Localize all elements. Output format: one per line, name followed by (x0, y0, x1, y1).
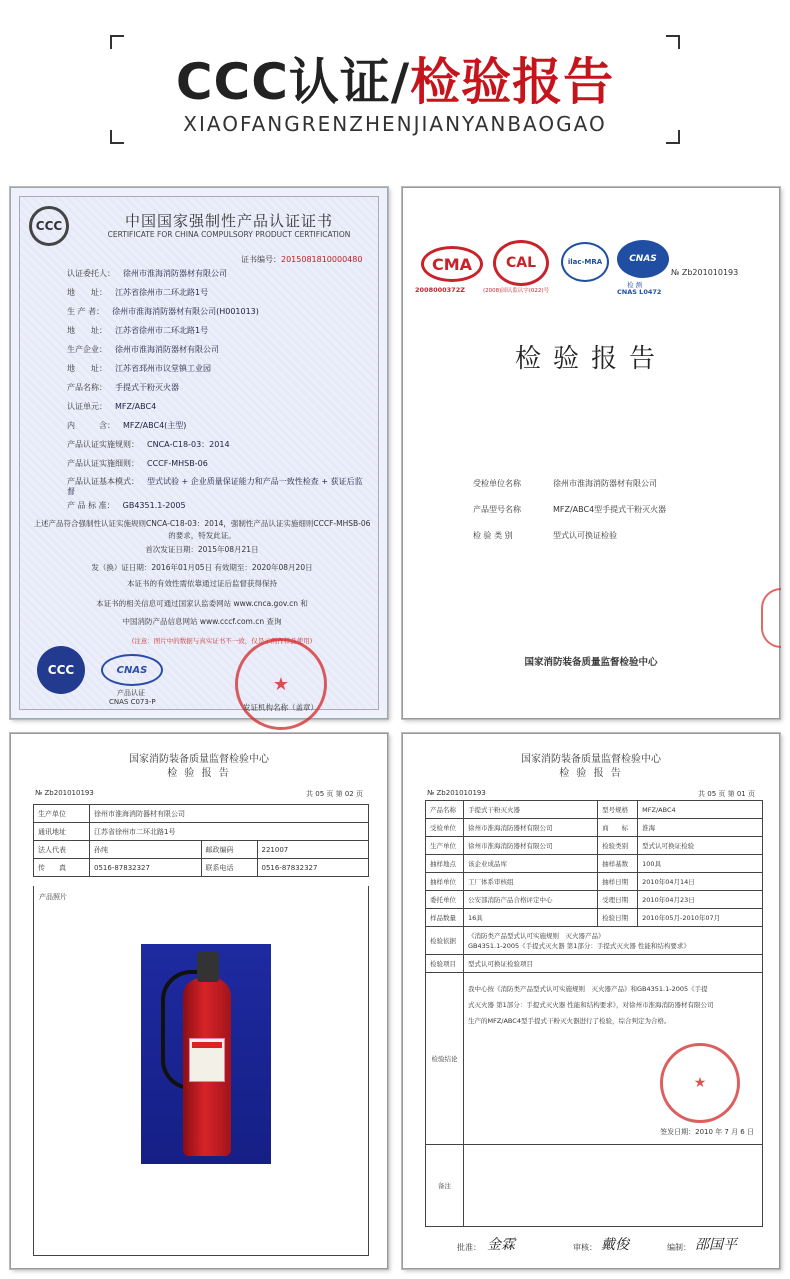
table-cell: 手提式干粉灭火器 (464, 801, 598, 819)
page-header (0, 0, 790, 170)
field-label: 生 产 者： (67, 307, 105, 316)
cal-caption: (2008)国认监认字(022)号 (483, 288, 550, 294)
field-label: 产品认证基本模式： (67, 477, 139, 486)
ccc-certificate (10, 187, 388, 719)
table-cell: 0516-87832327 (90, 859, 202, 877)
conclusion-line-3: 生产的MFZ/ABC4型手提式干粉灭火器进行了检验，综合判定为合格。 (468, 1017, 671, 1025)
cert-field (67, 401, 156, 412)
field-value: 徐州市淮海消防器材有限公司(H001013) (112, 307, 259, 316)
page-count: 共 05 页 第 02 页 (306, 790, 363, 798)
product-photo (141, 944, 271, 1164)
table-row (426, 909, 763, 927)
cnas-logo-icon: CNAS (617, 240, 669, 278)
table-row (426, 973, 763, 1145)
table-row (426, 819, 763, 837)
cover-row-label: 产品型号名称 (473, 505, 521, 514)
report-cover (402, 187, 780, 719)
cover-row (473, 478, 657, 489)
report-number: № Zb201010193 (35, 789, 94, 797)
title-part-ccc: CCC认证/ (175, 53, 411, 111)
cnas-caption-2: CNAS L0472 (617, 288, 662, 296)
fire-extinguisher-icon (183, 978, 231, 1156)
compile-signature: 邵国平 (695, 1237, 737, 1253)
table-cell: 0516-87832327 (257, 859, 369, 877)
official-seal-icon: ★ (235, 638, 327, 730)
field-label: 产品名称： (67, 383, 107, 392)
edge-seal-icon (761, 588, 781, 648)
table-row (426, 1145, 763, 1227)
conclusion-line-2: 式灭火器 第1部分：手提式灭火器 性能和结构要求》，对徐州市淮海消防器材有限公司 (468, 1001, 714, 1009)
cnas-logo-icon: CNAS (101, 654, 163, 686)
cma-logo-icon: CMA (421, 246, 483, 282)
table-row (34, 841, 369, 859)
report-heading: 检 验 报 告 (559, 768, 623, 779)
issuer-label: 发证机构名称（盖章） (243, 703, 318, 712)
extinguisher-label-icon (189, 1038, 225, 1082)
table-row (34, 859, 369, 877)
cover-row-label: 受检单位名称 (473, 479, 521, 488)
table-cell: 检验结论 (426, 973, 464, 1145)
table-cell: 检验依据 (426, 927, 464, 955)
table-cell: 型式认可换证检验项目 (464, 955, 763, 973)
table-cell: 16具 (464, 909, 598, 927)
cert-no-label: 证书编号： (241, 255, 281, 264)
table-cell: 公安部消防产品合格评定中心 (464, 891, 598, 909)
cert-field (67, 363, 211, 374)
report-number: № Zb201010193 (427, 789, 486, 797)
table-cell: 受检单位 (426, 819, 464, 837)
cover-row-label: 检 验 类 别 (473, 531, 513, 540)
table-cell: 孙纯 (90, 841, 202, 859)
table-cell: 检验类别 (598, 837, 638, 855)
table-cell: 徐州市淮海消防器材有限公司 (464, 819, 598, 837)
red-note: (注意：图片中的数据与真实证书不一致，仅是示例作样品使用) (131, 637, 313, 645)
cert-field (67, 420, 186, 431)
report-number: № Zb201010193 (671, 268, 739, 277)
table-cell (464, 1145, 763, 1227)
table-cell: 生产单位 (34, 805, 90, 823)
table-cell: 产品名称 (426, 801, 464, 819)
table-cell: 联系电话 (201, 859, 257, 877)
cert-statement: 上述产品符合强制性认证实施规则CNCA-C18-03：2014，强制性产品认证实施细则CCCF-MHSB-06的要求，特发此证。 (33, 519, 371, 540)
first-issue-date: 首次发证日期：2015年08月21日 (145, 545, 259, 554)
field-label: 产品认证实施规则： (67, 440, 139, 449)
cal-logo-icon: CAL (493, 240, 549, 286)
table-cell: 检验日期 (598, 909, 638, 927)
basis-line-1: 《消防类产品型式认可实施规则 灭火器产品》 (468, 931, 605, 940)
field-value: 型式试验 + 企业质量保证能力和产品一致性检查 + 获证后监督 (67, 477, 363, 496)
table-cell: 商 标 (598, 819, 638, 837)
field-label: 内 含： (67, 421, 115, 430)
field-label: 产 品 标 准： (67, 501, 115, 510)
certificate-number (241, 254, 362, 265)
inspection-seal-icon: ★ (660, 1043, 740, 1123)
table-cell: 生产单位 (426, 837, 464, 855)
photo-label: 产品照片 (39, 893, 67, 901)
field-value: MFZ/ABC4(主型) (123, 421, 187, 430)
field-value: MFZ/ABC4 (115, 402, 157, 411)
table-cell: 型式认可换证检验 (638, 837, 763, 855)
compile-label: 编制： (667, 1243, 691, 1252)
certificate-title: 中国国家强制性产品认证证书 (124, 212, 333, 230)
table-cell: 100具 (638, 855, 763, 873)
cert-field (67, 382, 179, 393)
website-line-1: 本证书的相关信息可通过国家认监委网站 www.cnca.gov.cn 和 (96, 599, 308, 608)
review-signature: 戴俊 (601, 1237, 629, 1253)
table-cell: 委托单位 (426, 891, 464, 909)
table-row (426, 801, 763, 819)
table-cell: 徐州市淮海消防器材有限公司 (90, 805, 369, 823)
field-value: CNCA-C18-03：2014 (147, 440, 230, 449)
page-subtitle: XIAOFANGRENZHENJIANYANBAOGAO (183, 112, 607, 136)
field-label: 认证委托人： (67, 269, 115, 278)
table-cell: 江苏省徐州市二环北路1号 (90, 823, 369, 841)
table-cell: 2010年04月14日 (638, 873, 763, 891)
inspection-table (425, 800, 763, 1227)
unit-info-table (33, 804, 369, 877)
ccc-mark-icon: CCC (29, 206, 69, 246)
table-cell: 检验项目 (426, 955, 464, 973)
cert-field (67, 268, 227, 279)
valve-icon (197, 952, 219, 982)
table-cell: 徐州市淮海消防器材有限公司 (464, 837, 598, 855)
page-count: 共 05 页 第 01 页 (698, 790, 755, 798)
sign-date: 签发日期：2010 年 7 月 6 日 (660, 1128, 754, 1136)
website-line-2: 中国消防产品信息网站 www.cccf.com.cn 查询 (122, 617, 282, 626)
field-value: GB4351.1-2005 (122, 501, 186, 510)
table-cell: 备注 (426, 1145, 464, 1227)
table-cell: 2010年04月23日 (638, 891, 763, 909)
field-value: 江苏省邳州市议堂镇工业园 (115, 364, 211, 373)
table-row (34, 823, 369, 841)
cert-field (67, 500, 186, 511)
table-cell: 法人代表 (34, 841, 90, 859)
table-row (426, 927, 763, 955)
cover-row-value: 型式认可换证检验 (553, 531, 617, 540)
basis-line-2: GB4351.1-2005《手提式灭火器 第1部分：手提式灭火器 性能和结构要求》 (468, 941, 690, 950)
table-cell: 传 真 (34, 859, 90, 877)
field-label: 生产企业： (67, 345, 107, 354)
approve-signature: 金霖 (487, 1237, 515, 1253)
field-value: CCCF-MHSB-06 (147, 459, 208, 468)
cover-row (473, 530, 617, 541)
table-cell: 通讯地址 (34, 823, 90, 841)
report-page-2 (10, 733, 388, 1269)
table-row (426, 837, 763, 855)
table-cell: 抽样地点 (426, 855, 464, 873)
title-part-report: 检验报告 (410, 53, 615, 111)
field-label: 产品认证实施细则： (67, 459, 139, 468)
table-cell: 抽样基数 (598, 855, 638, 873)
report-cover-title: 检验报告 (514, 344, 667, 374)
table-cell: MFZ/ABC4 (638, 801, 763, 819)
cnas-caption: 产品认证 (117, 689, 145, 697)
table-cell: 221007 (257, 841, 369, 859)
cert-field (67, 306, 259, 317)
conclusion-line-1: 我中心按《消防类产品型式认可实施规则 灭火器产品》和GB4351.1-2005《手提 (468, 985, 708, 993)
field-value: 徐州市淮海消防器材有限公司 (123, 269, 227, 278)
table-cell: 抽样单位 (426, 873, 464, 891)
table-cell: 该企业成品库 (464, 855, 598, 873)
table-cell (464, 927, 763, 955)
field-value: 江苏省徐州市二环北路1号 (115, 326, 209, 335)
table-cell: 样品数量 (426, 909, 464, 927)
table-cell: 2010年05月-2010年07月 (638, 909, 763, 927)
table-cell: 邮政编码 (201, 841, 257, 859)
report-center-name: 国家消防装备质量监督检验中心 (129, 754, 269, 765)
field-value: 徐州市淮海消防器材有限公司 (115, 345, 219, 354)
ccc-logo-icon: CCC (37, 646, 85, 694)
table-cell: 抽样日期 (598, 873, 638, 891)
field-label: 地 址： (67, 326, 107, 335)
cert-field (67, 325, 208, 336)
cnas-number: CNAS C073-P (109, 698, 156, 706)
report-center-name: 国家消防装备质量监督检验中心 (521, 754, 661, 765)
table-cell (464, 973, 763, 1145)
table-row (426, 891, 763, 909)
table-row (426, 855, 763, 873)
cert-field (67, 439, 230, 450)
report-page-1 (402, 733, 780, 1269)
accreditation-logos (413, 238, 689, 298)
issue-validity: 发（换）证日期：2016年01月05日 有效期至：2020年08月20日 (91, 563, 313, 572)
cnas-caption-1: 检 测 (627, 281, 643, 289)
field-label: 认证单元： (67, 402, 107, 411)
field-label: 地 址： (67, 364, 107, 373)
table-cell: 工厂体系审核组 (464, 873, 598, 891)
table-cell: 淮海 (638, 819, 763, 837)
cover-row-value: MFZ/ABC4型手提式干粉灭火器 (553, 505, 667, 514)
validity-note: 本证书的有效性需依靠通过证后监督获得保持 (127, 579, 277, 588)
field-label: 地 址： (67, 288, 107, 297)
table-row (34, 805, 369, 823)
field-value: 江苏省徐州市二环北路1号 (115, 288, 209, 297)
cert-field (67, 458, 208, 469)
cma-caption: 2008000372Z (415, 286, 465, 294)
table-cell: 型号规格 (598, 801, 638, 819)
ilac-mra-logo-icon: ilac-MRA (561, 242, 609, 282)
page-title (0, 42, 790, 114)
cert-field (67, 287, 208, 298)
report-heading: 检 验 报 告 (167, 768, 231, 779)
review-label: 审核： (573, 1243, 597, 1252)
cover-row (473, 504, 667, 515)
issuing-center: 国家消防装备质量监督检验中心 (524, 657, 658, 668)
table-row (426, 873, 763, 891)
table-cell: 受理日期 (598, 891, 638, 909)
field-value: 手提式干粉灭火器 (115, 383, 179, 392)
certificate-title-en: CERTIFICATE FOR CHINA COMPULSORY PRODUCT CERTIFICATION (107, 230, 351, 239)
cert-field (67, 477, 367, 497)
approve-label: 批准： (457, 1243, 481, 1252)
cover-row-value: 徐州市淮海消防器材有限公司 (553, 479, 657, 488)
cert-field (67, 344, 219, 355)
cert-no-value: 2015081810000480 (281, 255, 363, 264)
table-row (426, 955, 763, 973)
